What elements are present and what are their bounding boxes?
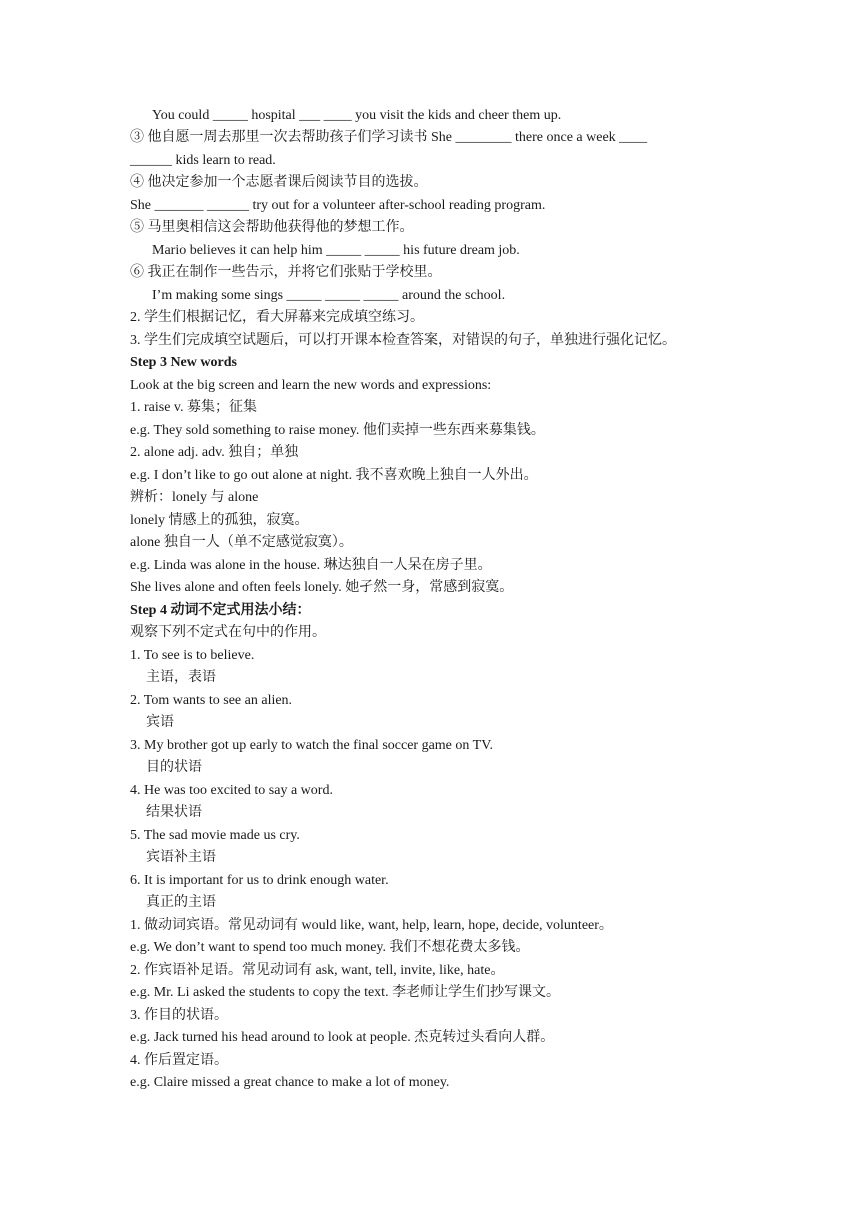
text-line: alone 独自一人（单不定感觉寂寞）。 (130, 535, 353, 550)
text-line: 真正的主语 (146, 895, 216, 910)
text-line: e.g. They sold something to raise money. 他们卖掉一些东西来募集钱。 (130, 423, 545, 438)
text-line: 宾语补主语 (146, 850, 216, 865)
text-line: 4. He was too excited to say a word. (130, 783, 333, 798)
text-line: 1. 做动词宾语。常见动词有 would like, want, help, learn, hope, decide, volunteer。 (130, 918, 613, 933)
text-line: She lives alone and often feels lonely. 她孑然一身，常感到寂寞。 (130, 580, 514, 595)
text-line: 2. 学生们根据记忆，看大屏幕来完成填空练习。 (130, 310, 424, 325)
text-line: 3. 作目的状语。 (130, 1008, 228, 1023)
text-line: 2. alone adj. adv. 独自；单独 (130, 445, 299, 460)
text-line: e.g. Mr. Li asked the students to copy the text. 李老师让学生们抄写课文。 (130, 985, 561, 1000)
text-line: e.g. Linda was alone in the house. 琳达独自一人呆在房子里。 (130, 558, 492, 573)
text-line: lonely 情感上的孤独，寂寞。 (130, 513, 309, 528)
text-line: 主语，表语 (146, 670, 216, 685)
text-line: 目的状语 (146, 760, 202, 775)
text-line: 1. raise v. 募集；征集 (130, 400, 258, 415)
text-line: 结果状语 (146, 805, 202, 820)
section-heading: Step 3 New words (130, 355, 237, 370)
text-line: 2. 作宾语补足语。常见动词有 ask, want, tell, invite, like, hate。 (130, 963, 505, 978)
text-line: ⑥ 我正在制作一些告示，并将它们张贴于学校里。 (130, 265, 442, 280)
text-line: 3. 学生们完成填空试题后，可以打开课本检查答案，对错误的句子，单独进行强化记忆。 (130, 333, 676, 348)
text-line: I’m making some sings _____ _____ _____ around the school. (152, 288, 506, 303)
text-line: e.g. Jack turned his head around to look at people. 杰克转过头看向人群。 (130, 1030, 555, 1045)
text-line: Mario believes it can help him _____ _____ his future dream job. (152, 243, 520, 258)
text-line: 观察下列不定式在句中的作用。 (130, 625, 326, 640)
text-line: 5. The sad movie made us cry. (130, 828, 300, 843)
text-line: 2. Tom wants to see an alien. (130, 693, 293, 708)
section-heading: Step 4 动词不定式用法小结： (130, 603, 311, 618)
text-line: ⑤ 马里奥相信这会帮助他获得他的梦想工作。 (130, 220, 414, 235)
text-line: 6. It is important for us to drink enough water. (130, 873, 389, 888)
text-line: ______ kids learn to read. (130, 153, 276, 168)
text-line: ③ 他自愿一周去那里一次去帮助孩子们学习读书 She ________ there once a week ____ (130, 130, 648, 145)
text-line: 3. My brother got up early to watch the final soccer game on TV. (130, 738, 493, 753)
text-line: e.g. Claire missed a great chance to make a lot of money. (130, 1075, 450, 1090)
text-line: You could _____ hospital ___ ____ you visit the kids and cheer them up. (152, 108, 562, 123)
text-line: ④ 他决定参加一个志愿者课后阅读节目的选拔。 (130, 175, 428, 190)
text-line: 4. 作后置定语。 (130, 1053, 228, 1068)
text-line: e.g. I don’t like to go out alone at night. 我不喜欢晚上独自一人外出。 (130, 468, 538, 483)
text-line: She _______ ______ try out for a volunteer after-school reading program. (130, 198, 546, 213)
text-line: 宾语 (146, 715, 174, 730)
text-line: Look at the big screen and learn the new words and expressions: (130, 378, 492, 393)
text-line: e.g. We don’t want to spend too much money. 我们不想花费太多钱。 (130, 940, 530, 955)
text-line: 1. To see is to believe. (130, 648, 255, 663)
text-line: 辨析：lonely 与 alone (130, 490, 259, 505)
